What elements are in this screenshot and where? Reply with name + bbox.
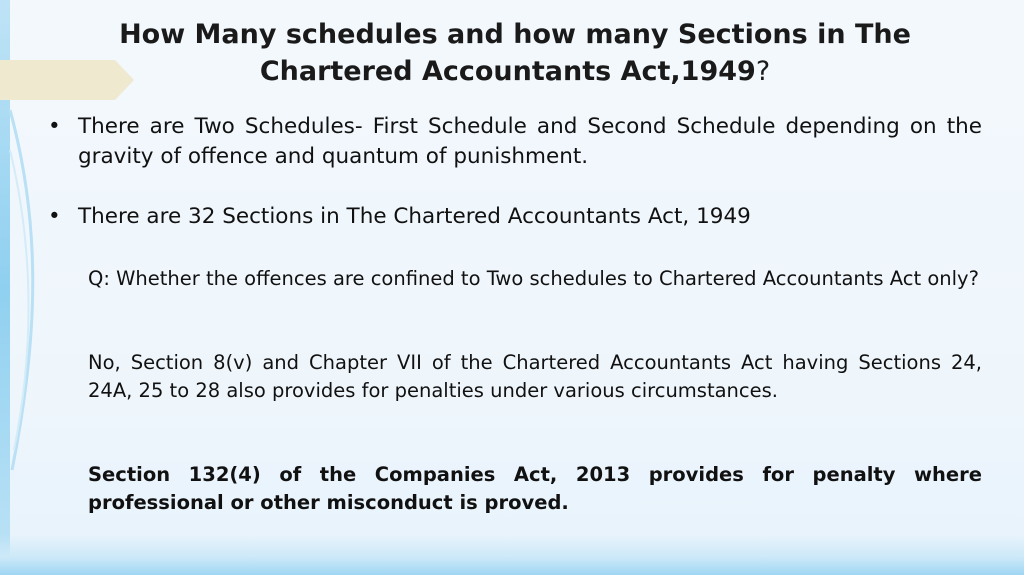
bullet-marker: • — [48, 114, 61, 139]
bullet-item — [48, 112, 982, 172]
slide-title — [40, 16, 990, 90]
slide-title-question-mark: ? — [755, 56, 771, 87]
bullet-text: There are 32 Sections in The Chartered Accountants Act, 1949 — [78, 204, 751, 229]
answer-paragraph: No, Section 8(v) and Chapter VII of the Chartered Accountants Act having Sections 24, 24A, 25 to 28 also provides for penalties under various circumstances. — [88, 351, 982, 402]
bullet-marker: • — [48, 204, 61, 229]
question-paragraph: Q: Whether the offences are confined to Two schedules to Chartered Accountants Act only? — [88, 267, 979, 290]
bottom-gradient-band — [0, 535, 1024, 575]
companies-act-statement: Section 132(4) of the Companies Act, 2013 provides for penalty where professional or other misconduct is proved. — [88, 463, 982, 514]
bullet-item — [48, 202, 982, 232]
bullet-text: There are Two Schedules- First Schedule and Second Schedule depending on the gravity of offence and quantum of punishment. — [78, 114, 982, 169]
bullet-list — [48, 112, 982, 232]
slide-title-text: How Many schedules and how many Sections in The Chartered Accountants Act,1949 — [119, 19, 911, 87]
